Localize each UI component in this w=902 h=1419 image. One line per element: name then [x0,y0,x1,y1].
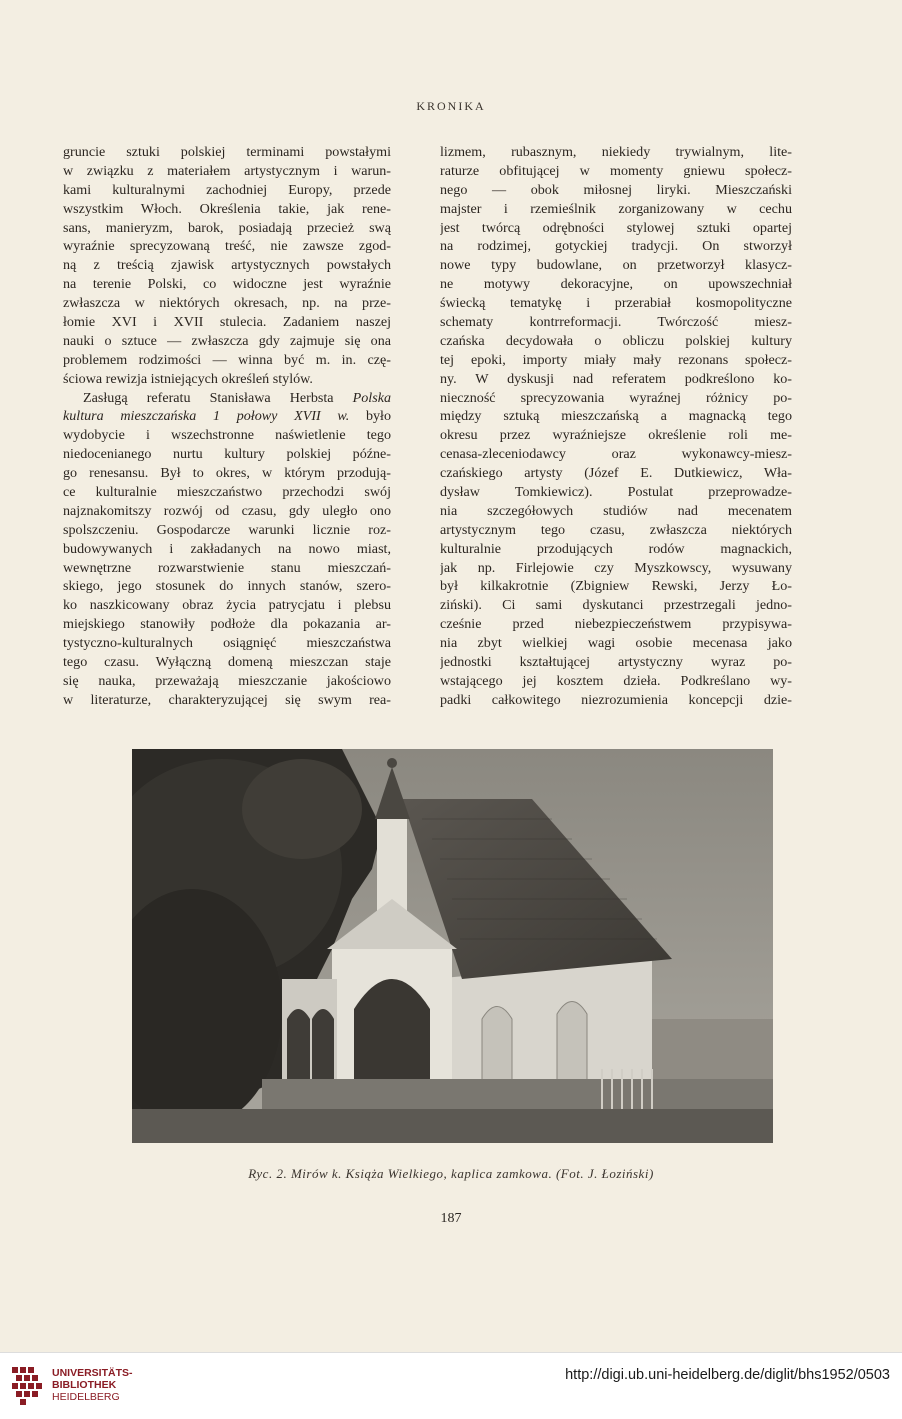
text-line: artystycznym tego czasu, zwłaszcza niektórych [440,521,792,538]
text-line: cześnie przed niebezpieczeństwem przypisywa- [440,616,792,633]
text-line: na terenie Polski, co widoczne jest wyraźnie [63,276,391,293]
text-line: padki całkowitego niezrozumienia koncepcji dzie- [440,691,792,708]
text-line: tej epoki, importy miały mały rezonans społecz- [440,351,792,368]
text-line: między sztuką mieszczańską a magnacką tego [440,408,792,425]
text-line: czańska decydowała o obliczu polskiej kultury [440,332,792,349]
text-line: go renesansu. Był to okres, w którym przodują- [63,465,391,482]
page-number: 187 [440,1211,462,1226]
text-line: wstającego jej kosztem dzieła. Podkreślano wy- [440,672,792,689]
text-line: sans, manieryzm, barok, posiadają przecież swą [63,219,391,236]
text-line [63,407,391,426]
text-line: kami kulturalnymi zachodniej Europy, przede [63,181,391,198]
text-line: nia szczegółowych studiów nad mecenatem [440,502,792,519]
text-fragment: było [349,408,391,425]
right-column [440,143,792,710]
figure-caption: Ryc. 2. Mirów k. Książa Wielkiego, kaplica zamkowa. (Fot. J. Łoziński) [248,1166,654,1181]
text-line: spolszczeniu. Gospodarcze warunki licznie roz- [63,521,391,538]
text-line: nauki o sztuce — zwłaszcza gdy zajmuje się ona [63,332,391,349]
text-line: skiego, jego stosunek do innych stanów, szero- [63,578,391,595]
text-line: problemem rodzimości — winna być m. in. czę- [63,351,391,368]
text-fragment: Zasługą referatu Stanisława Herbsta [83,389,353,406]
text-line: kulturalnie przodujących rodów magnackich, [440,540,792,557]
text-line: nieczność sprecyzowania wyraźnej różnicy po- [440,389,792,406]
text-line: budowywanych i zakładanych na nowo miast, [63,540,391,557]
text-line: świecką tematykę i przerabiał kosmopolityczne [440,295,792,312]
left-column [63,143,391,710]
text-line: czańskiego artysty (Józef E. Dutkiewicz, Wła- [440,465,792,482]
library-name [52,1367,133,1403]
text-line: cenasa-zleceniodawcy oraz wykonawcy-miesz- [440,446,792,463]
text-line: miejskiego stanowiły podłoże dla pokazania ar- [63,616,391,633]
text-line: gruncie sztuki polskiej terminami powstałymi [63,144,391,160]
text-line: w związku z materiałem artystycznym i warun- [63,162,391,179]
chapel-photograph [132,749,773,1143]
permalink-url[interactable]: http://digi.ub.uni-heidelberg.de/diglit/bhs1952/0503 [565,1367,890,1383]
university-library-logo-icon [8,1363,48,1409]
italic-title-fragment: kultura mieszczańska 1 połowy XVII w. [63,408,350,425]
library-name-line3: HEIDELBERG [52,1391,120,1403]
library-footer [0,1352,902,1419]
library-name-line2: BIBLIOTHEK [52,1379,117,1391]
chapel-photo-illustration [132,749,773,1143]
text-line: majster i rzemieślnik zorganizowany w cechu [440,200,792,217]
text-line: dysław Tomkiewicz). Postulat przeprowadze- [440,484,792,501]
text-line: się nauka, przeważają mieszczanie jakościowo [63,672,391,689]
text-line: jednostki kształtującej artystyczny wyraz po- [440,654,792,671]
text-line: tego czasu. Wyłączną domeną mieszczan staje [63,654,391,671]
text-line: jest twórcą odrębności stylowej sztuki opartej [440,219,792,236]
text-line: wydobycie i wszechstronne naświetlenie tego [63,427,391,444]
text-line: najznakomitszy rozwój od czasu, gdy uległo ono [63,502,391,519]
running-head: KRONIKA [416,99,486,113]
text-line: ne motywy dekoracyjne, on upowszechniał [440,276,792,293]
text-line: tystyczno-kulturalnych osiągnięć mieszczaństwa [63,635,391,652]
text-line [63,389,391,408]
text-line: schematy kontrreformacji. Twórczość miesz- [440,314,792,331]
text-line: był kilkakrotnie (Zbigniew Rewski, Jerzy Ło- [440,578,792,595]
text-line: łomie XVI i XVII stulecia. Zadaniem naszej [63,314,391,331]
text-line: w literaturze, charakteryzującej się swym rea- [63,691,391,708]
text-line: wyraźnie sprecyzowaną treść, nie zawsze zgod- [63,238,391,255]
text-line: nia zbyt wielkiej wagi osobie mecenasa jako [440,635,792,652]
text-line: wewnętrzne rozwarstwienie stanu mieszczań- [63,559,391,576]
text-line: ny. W dyskusji nad referatem podkreślono ko- [440,370,792,387]
text-line: raturze obfitującej w momenty gniewu społecz- [440,162,792,179]
text-line: ściowa rewizja istniejących określeń stylów. [63,370,313,387]
italic-title-fragment: Polska [352,389,391,406]
text-line: niedocenianego nurtu kultury polskiej późne- [63,446,391,463]
text-line: lizmem, rubasznym, niekiedy trywialnym, lite- [440,144,792,160]
text-line: na rodzimej, gotyckiej tradycji. On stworzył [440,238,792,255]
text-line: wszystkim Włoch. Określenia takie, jak rene- [63,200,391,217]
text-line: okresu przez wyraźniejsze określenie roli me- [440,427,792,444]
text-line: ce kulturalnie mieszczaństwo przechodzi swój [63,484,391,501]
text-line: ko naszkicowany obraz życia patrycjatu i plebsu [63,597,391,614]
text-line: nowe typy budowlane, on przetworzył klasycz- [440,257,792,274]
library-name-line1: UNIVERSITÄTS- [52,1367,133,1379]
text-line: ną z treścią zjawisk artystycznych powstałych [63,257,391,274]
text-line: zwłaszcza w niektórych okresach, np. na prze- [63,295,391,312]
text-line: nego — obok miłosnej liryki. Mieszczański [440,181,792,198]
text-line: ziński). Ci sami dyskutanci przestrzegali jedno- [440,597,792,614]
text-line: jak np. Firlejowie czy Myszkowscy, wysuwany [440,559,792,576]
